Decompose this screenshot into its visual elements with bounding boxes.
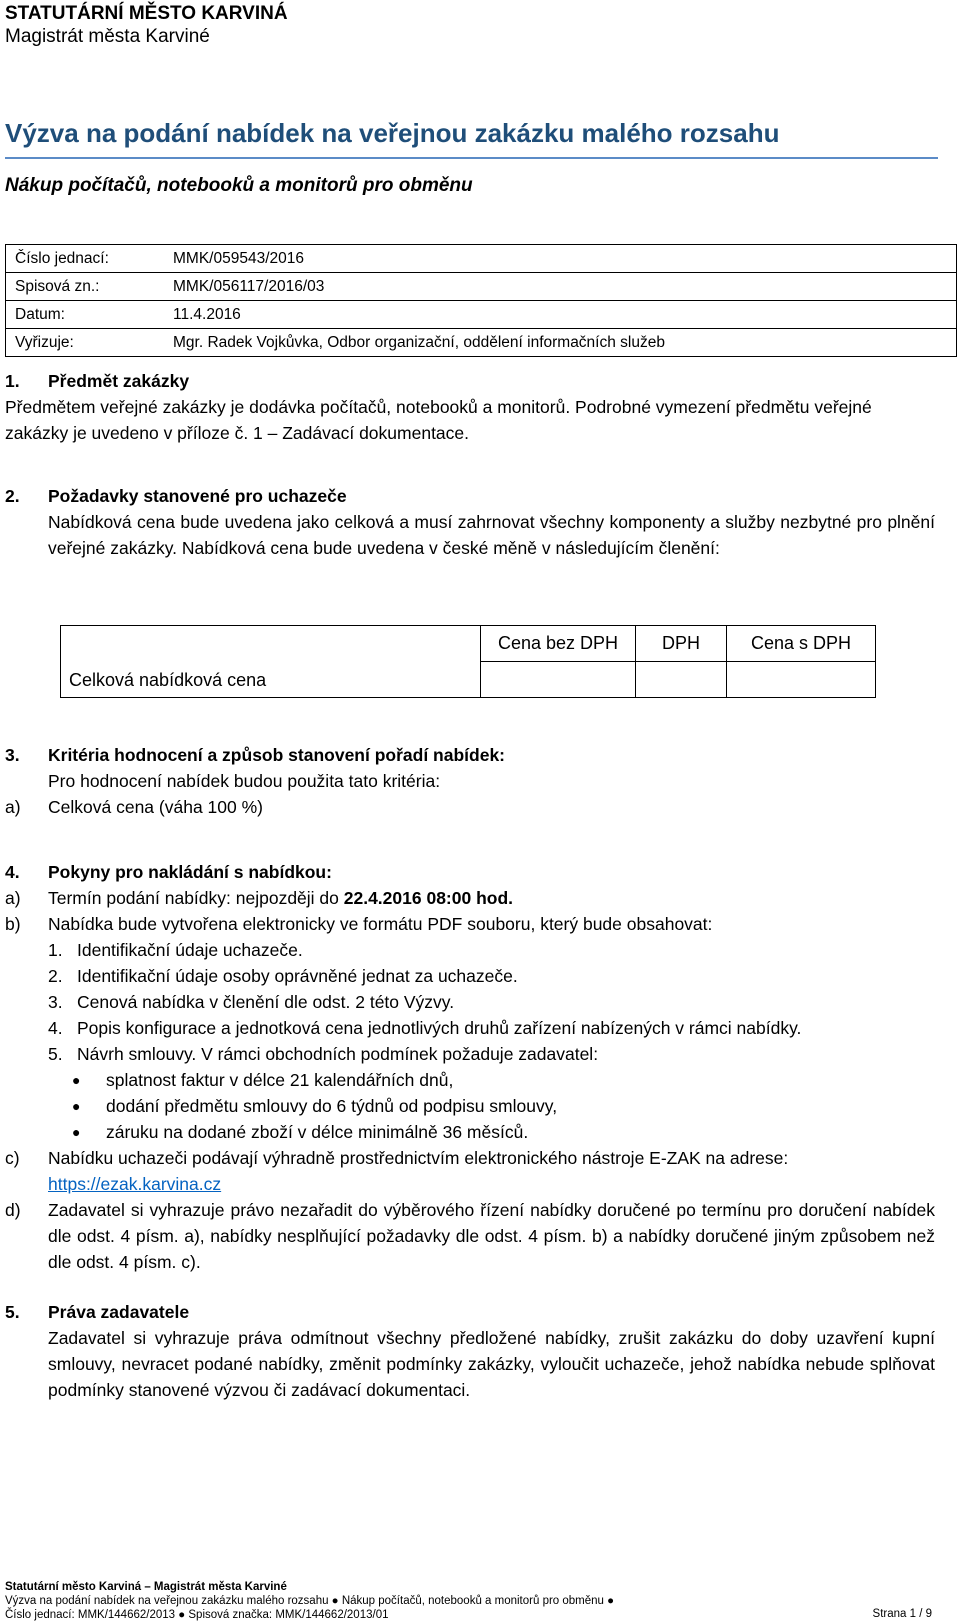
footer-org: Statutární město Karviná – Magistrát města Karviné: [5, 1581, 287, 1593]
price-table: [60, 625, 876, 698]
section-text: Zadavatel si vyhrazuje práva odmítnout všechny předložené nabídky, zrušit zakázku do doby uzavření kupní smlouvy, nevracet podané nabídky, změnit podmínky zakázky, vyloučit uchazeče, jehož nabídka nebude splňovat podmínky stanovené výzvou či zadávací dokumentaci.: [48, 1328, 935, 1400]
meta-label: Vyřizuje:: [6, 329, 136, 357]
page-number: Strana 1 / 9: [872, 1608, 932, 1620]
list-marker: a): [5, 888, 21, 908]
section-heading: Práva zadavatele: [48, 1302, 190, 1322]
section-3: [5, 742, 935, 820]
footer-ref: Číslo jednací: MMK/144662/2013 ● Spisová značka: MMK/144662/2013/01: [5, 1609, 389, 1621]
section-number: 2.: [5, 486, 20, 506]
price-row-label: Celková nabídková cena: [61, 626, 481, 698]
sublist-marker: 2.: [48, 966, 63, 986]
section-1: [5, 368, 935, 446]
list-item: Zadavatel si vyhrazuje právo nezařadit do výběrového řízení nabídky doručené po termínu pro doručení nabídek dle odst. 4 písm. a), nabídky nesplňující požadavky dle odst. 4 písm. b) a nabídky doručené jiným způsobem než dle odst. 4 písm. c).: [48, 1200, 935, 1272]
price-cell: [727, 662, 876, 698]
list-item: Celková cena (váha 100 %): [48, 797, 263, 817]
bullet-icon: ●: [72, 1098, 81, 1114]
document-subtitle: Nákup počítačů, notebooků a monitorů pro obměnu: [5, 175, 473, 196]
price-cell: [481, 662, 636, 698]
meta-value: MMK/056117/2016/03: [135, 273, 957, 301]
footer-doc: Výzva na podání nabídek na veřejnou zakázku malého rozsahu ● Nákup počítačů, notebooků a monitorů pro obměnu ●: [5, 1595, 615, 1607]
meta-row: [6, 273, 957, 301]
sublist-marker: 3.: [48, 992, 63, 1012]
section-heading: Kritéria hodnocení a způsob stanovení pořadí nabídek:: [48, 745, 506, 765]
title-divider: [5, 157, 938, 159]
sublist-marker: 5.: [48, 1044, 63, 1064]
section-number: 4.: [5, 862, 20, 882]
section-5: [5, 1299, 935, 1403]
list-marker: c): [5, 1148, 20, 1168]
sublist-marker: 1.: [48, 940, 63, 960]
price-cell: [636, 662, 727, 698]
section-text: Pro hodnocení nabídek budou použita tato kritéria:: [48, 771, 441, 791]
org-name: STATUTÁRNÍ MĚSTO KARVINÁ: [5, 3, 288, 24]
section-text: Nabídková cena bude uvedena jako celková a musí zahrnovat všechny komponenty a služby nezbytné pro plnění veřejné zakázky. Nabídková cena bude uvedena v české měně v následujícím členění:: [48, 512, 935, 558]
price-col-header: Cena bez DPH: [481, 626, 636, 662]
section-4: [5, 859, 935, 1275]
bullet-item: splatnost faktur v délce 21 kalendářních dnů,: [106, 1070, 454, 1090]
ezak-link[interactable]: https://ezak.karvina.cz: [48, 1174, 222, 1194]
section-heading: Požadavky stanovené pro uchazeče: [48, 486, 347, 506]
sublist-item: Identifikační údaje uchazeče.: [77, 940, 303, 960]
meta-value: 11.4.2016: [135, 301, 957, 329]
list-item: Nabídka bude vytvořena elektronicky ve formátu PDF souboru, který bude obsahovat:: [48, 914, 713, 934]
price-col-header: Cena s DPH: [727, 626, 876, 662]
bullet-icon: ●: [72, 1124, 81, 1140]
section-text: Předmětem veřejné zakázky je dodávka počítačů, notebooků a monitorů. Podrobné vymezení předmětu veřejné zakázky je uvedeno v příloze č. 1 – Zadávací dokumentace.: [5, 397, 872, 443]
meta-table: [5, 244, 957, 357]
list-item: [5, 1145, 935, 1197]
ezak-text: Nabídku uchazeči podávají výhradně prostřednictvím elektronického nástroje E-ZAK na adrese:: [48, 1148, 789, 1168]
bullet-item: záruku na dodané zboží v délce minimálně 36 měsíců.: [106, 1122, 529, 1142]
deadline-text: Termín podání nabídky: nejpozději do: [48, 888, 344, 908]
meta-label: Datum:: [6, 301, 136, 329]
section-number: 5.: [5, 1302, 20, 1322]
meta-value: Mgr. Radek Vojkůvka, Odbor organizační, oddělení informačních služeb: [135, 329, 957, 357]
sublist-item: Návrh smlouvy. V rámci obchodních podmínek požaduje zadavatel:: [77, 1044, 599, 1064]
price-col-header: DPH: [636, 626, 727, 662]
meta-row: [6, 245, 957, 273]
section-number: 1.: [5, 371, 20, 391]
section-heading: Pokyny pro nakládání s nabídkou:: [48, 862, 332, 882]
section-number: 3.: [5, 745, 20, 765]
deadline-date: 22.4.2016 08:00 hod.: [343, 888, 514, 908]
meta-label: Číslo jednací:: [6, 245, 136, 273]
bullet-item: dodání předmětu smlouvy do 6 týdnů od podpisu smlouvy,: [106, 1096, 558, 1116]
sublist-item: Identifikační údaje osoby oprávněné jednat za uchazeče.: [77, 966, 518, 986]
office-name: Magistrát města Karviné: [5, 26, 210, 47]
page-footer: [5, 1580, 925, 1622]
list-marker: d): [5, 1200, 21, 1220]
sublist-marker: 4.: [48, 1018, 63, 1038]
sublist-item: Popis konfigurace a jednotková cena jednotlivých druhů zařízení nabízených v rámci nabídky.: [77, 1018, 802, 1038]
list-item: [5, 885, 935, 911]
document-title: Výzva na podání nabídek na veřejnou zakázku malého rozsahu: [5, 118, 780, 148]
sublist-item: Cenová nabídka v členění dle odst. 2 této Výzvy.: [77, 992, 455, 1012]
meta-row: [6, 329, 957, 357]
meta-row: [6, 301, 957, 329]
meta-value: MMK/059543/2016: [135, 245, 957, 273]
list-marker: a): [5, 797, 21, 817]
section-heading: Předmět zakázky: [48, 371, 190, 391]
section-2: [5, 483, 935, 561]
meta-label: Spisová zn.:: [6, 273, 136, 301]
list-marker: b): [5, 914, 21, 934]
bullet-icon: ●: [72, 1072, 81, 1088]
